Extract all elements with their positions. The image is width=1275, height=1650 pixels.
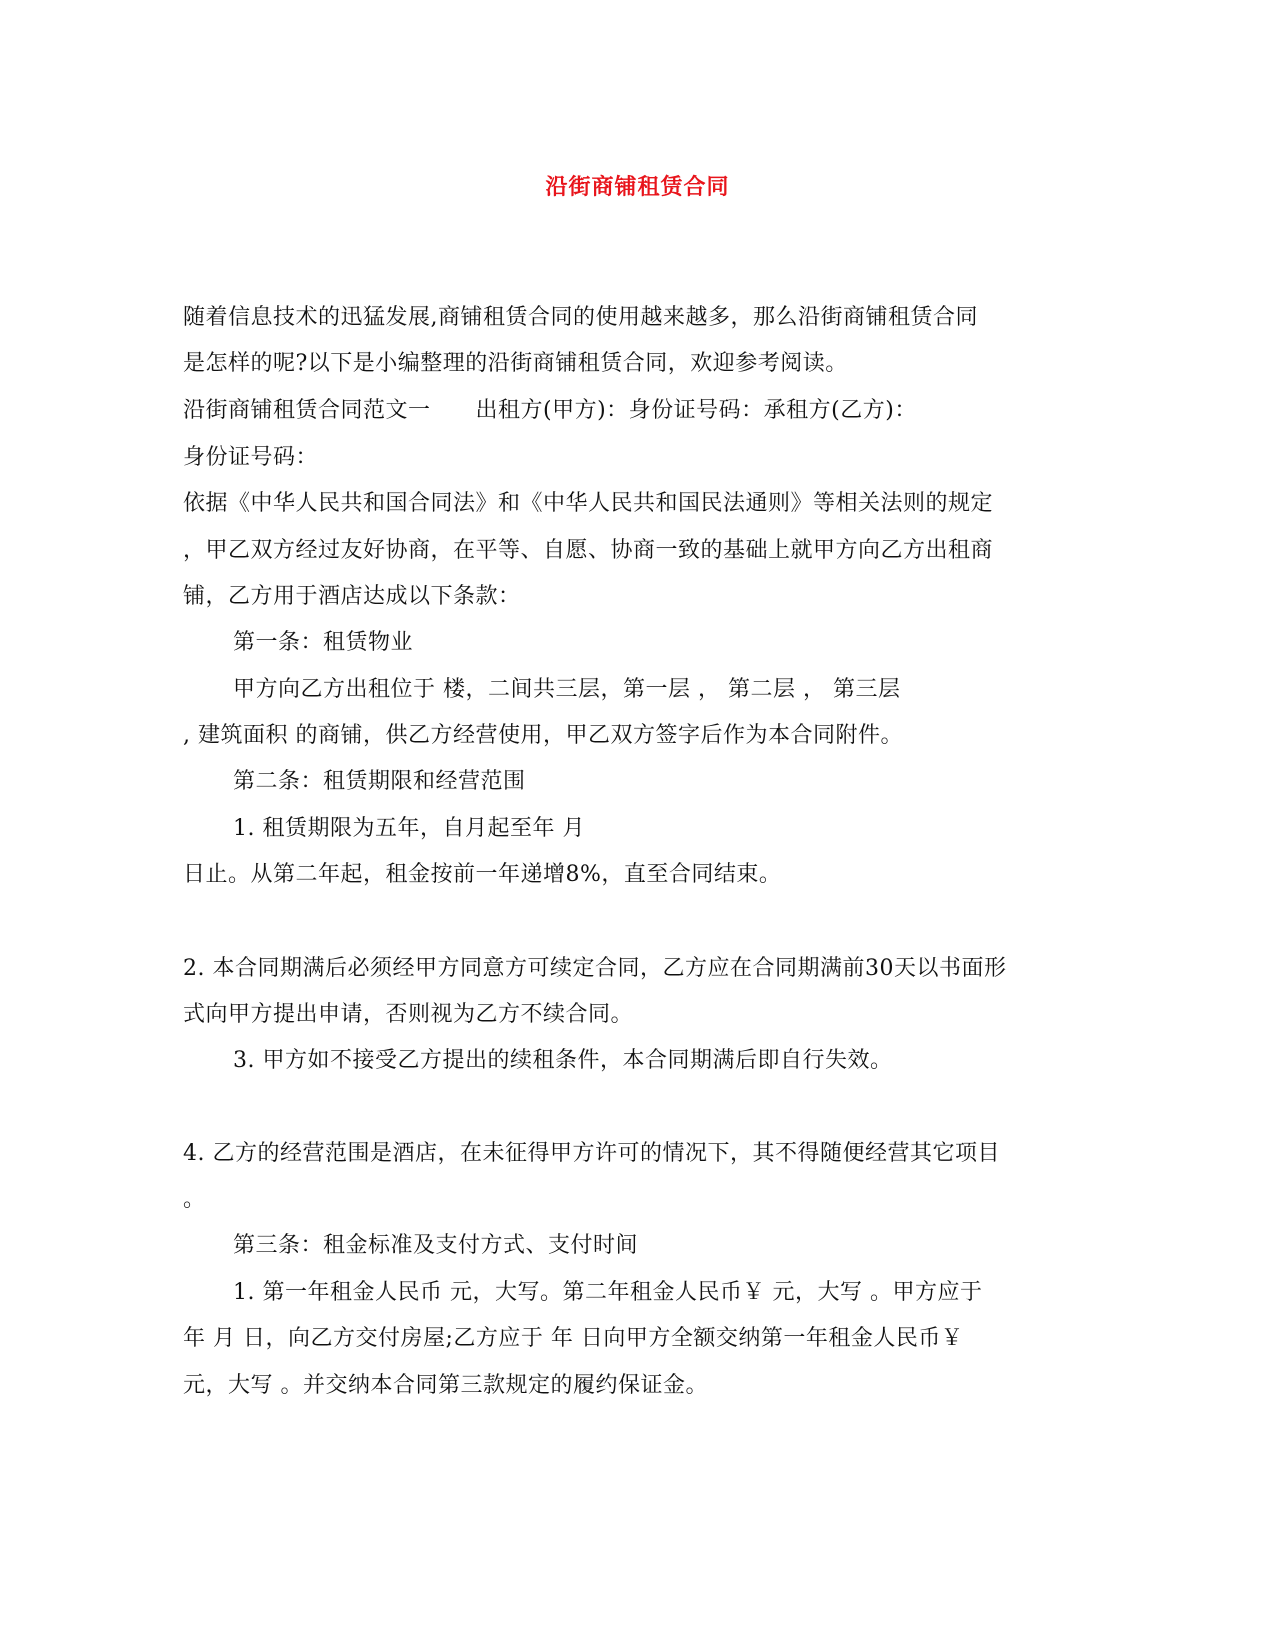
- paragraph-line: 1. 租赁期限为五年，自月起至年 月: [233, 816, 585, 841]
- paragraph-line: 元，大写 。并交纳本合同第三款规定的履约保证金。: [183, 1373, 708, 1398]
- paragraph-line: , 建筑面积 的商铺，供乙方经营使用，甲乙双方签字后作为本合同附件。: [183, 723, 903, 748]
- paragraph-line: 1. 第一年租金人民币 元，大写。第二年租金人民币￥ 元，大写 。甲方应于: [233, 1280, 983, 1305]
- paragraph-line: 。: [183, 1187, 206, 1212]
- paragraph-line: 3. 甲方如不接受乙方提出的续租条件，本合同期满后即自行失效。: [233, 1048, 893, 1073]
- paragraph-line: 是怎样的呢?以下是小编整理的沿街商铺租赁合同，欢迎参考阅读。: [183, 351, 848, 376]
- paragraph-line: 依据《中华人民共和国合同法》和《中华人民共和国民法通则》等相关法则的规定: [183, 491, 994, 516]
- paragraph-line: 式向甲方提出申请，否则视为乙方不续合同。: [183, 1002, 634, 1027]
- article-heading: 第一条：租赁物业: [233, 630, 414, 655]
- paragraph-line: 2. 本合同期满后必须经甲方同意方可续定合同，乙方应在合同期满前30天以书面形: [183, 956, 1007, 981]
- article-heading: 第二条：租赁期限和经营范围: [233, 769, 526, 794]
- article-heading: 第三条：租金标准及支付方式、支付时间: [233, 1233, 639, 1258]
- paragraph-line: 身份证号码：: [183, 445, 319, 470]
- paragraph-line: ，甲乙双方经过友好协商，在平等、自愿、协商一致的基础上就甲方向乙方出租商: [183, 538, 994, 563]
- paragraph-line: 沿街商铺租赁合同范文一 出租方(甲方)：身份证号码：承租方(乙方)：: [183, 398, 917, 423]
- paragraph-line: 随着信息技术的迅猛发展,商铺租赁合同的使用越来越多，那么沿街商铺租赁合同: [183, 305, 978, 330]
- paragraph-line: 年 月 日，向乙方交付房屋;乙方应于 年 日向甲方全额交纳第一年租金人民币￥: [183, 1326, 964, 1351]
- paragraph-line: 日止。从第二年起，租金按前一年递增8%，直至合同结束。: [183, 862, 782, 887]
- paragraph-line: 铺，乙方用于酒店达成以下条款：: [183, 584, 521, 609]
- paragraph-line: 甲方向乙方出租位于 楼，二间共三层，第一层 ， 第二层 ， 第三层: [233, 677, 901, 702]
- paragraph-line: 4. 乙方的经营范围是酒店，在未征得甲方许可的情况下，其不得随便经营其它项目: [183, 1141, 1000, 1166]
- document-title: 沿街商铺租赁合同: [545, 174, 730, 200]
